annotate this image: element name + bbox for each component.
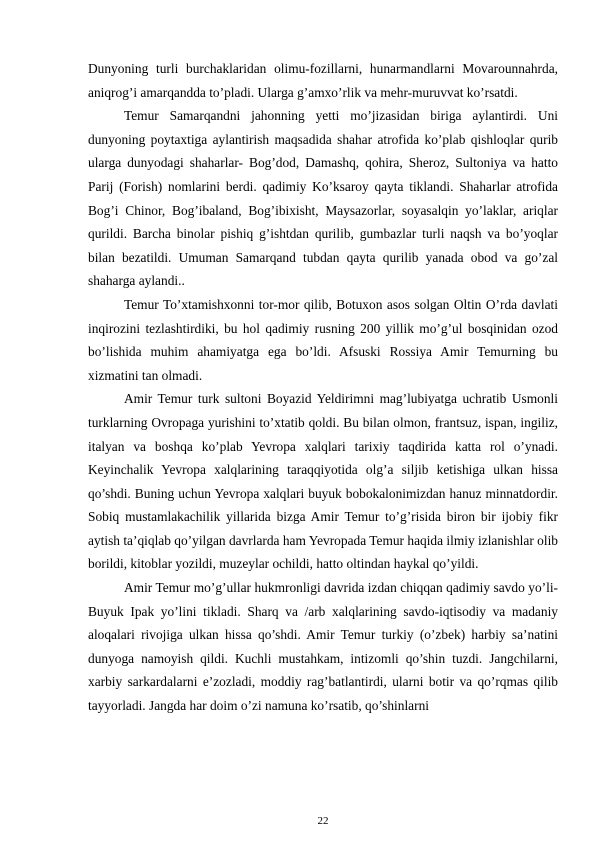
paragraph-5: Amir Temur mo’g’ullar hukmronligi davrida izdan chiqqan qadimiy savdo yo’li- Buyuk Ipak yo’lini tikladi. Sharq va /arb xalqlarining savdo-iqtisodiy va madaniy aloqalari rivojiga ulkan hissa qo’shdi. Amir Temur turkiy (o’zbek) harbiy sa’natini dunyoga namoyish qildi. Kuchli mustahkam, intizomli qo’shin tuzdi. Jangchilarni, xarbiy sarkardalarni e’zozladi, moddiy rag’batlantirdi, ularni botir va qo’rqmas qilib tayyorladi. Jangda har doim o’zi namuna ko’rsatib, qo’shinlarni [88,580,558,714]
document-body [88,57,558,718]
paragraph-4: Amir Temur turk sultoni Boyazid Yeldirimni mag’lubiyatga uchratib Usmonli turklarning Ovropaga yurishini to’xtatib qoldi. Bu bilan olmon, frantsuz, ispan, ingiliz, italyan va boshqa ko’plab Yevropa xalqlari tarixiy taqdirida katta rol o’ynadi. Keyinchalik Yevropa xalqlarining taraqqiyotida olg’a siljib ketishiga ulkan hissa qo’shdi. Buning uchun Yevropa xalqlari buyuk bobokalonimizdan hanuz minnatdordir. Sobiq mustamlakachilik yillarida bizga Amir Temur to’g’risida biron bir ijobiy fikr aytish ta’qiqlab qo’yilgan davrlarda ham Yevropada Temur haqida ilmiy izlanishlar olib borildi, kitoblar yozildi, muzeylar ochildi, hatto oltindan haykal qo’yildi. [88,391,558,572]
paragraph-1: Dunyoning turli burchaklaridan olimu-fozillarni, hunarmandlarni Movarounnahrda, aniqrog’i amarqandda to’pladi. Ularga g’amxo’rlik va mehr-muruvvat ko’rsatdi. [88,61,558,100]
paragraph-3: Temur To’xtamishxonni tor-mor qilib, Botuxon asos solgan Oltin O’rda davlati inqirozini tezlashtirdiki, bu hol qadimiy rusning 200 yillik mo’g’ul bosqinidan ozod bo’lishida muhim ahamiyatga ega bo’ldi. Afsuski Rossiya Amir Temurning bu xizmatini tan olmadi. [88,296,558,383]
page-number: 22 [317,815,329,827]
paragraph-2: Temur Samarqandni jahonning yetti mo’jizasidan biriga aylantirdi. Uni dunyoning poytaxtiga aylantirish maqsadida shahar atrofida ko’plab qishloqlar qurib ularga dunyodagi shaharlar- Bog’dod, Damashq, qohira, Sheroz, Sultoniya va hatto Parij (Forish) nomlarini berdi. qadimiy Ko’ksaroy qayta tiklandi. Shaharlar atrofida Bog’i Chinor, Bog’ibaland, Bog’ibixisht, Maysazorlar, soyasalqin yo’laklar, ariqlar qurildi. Barcha binolar pishiq g’ishtdan qurilib, gumbazlar turli naqsh va bo’yoqlar bilan bezatildi. Umuman Samarqand tubdan qayta qurilib yanada obod va go’zal shaharga aylandi.. [88,108,558,289]
